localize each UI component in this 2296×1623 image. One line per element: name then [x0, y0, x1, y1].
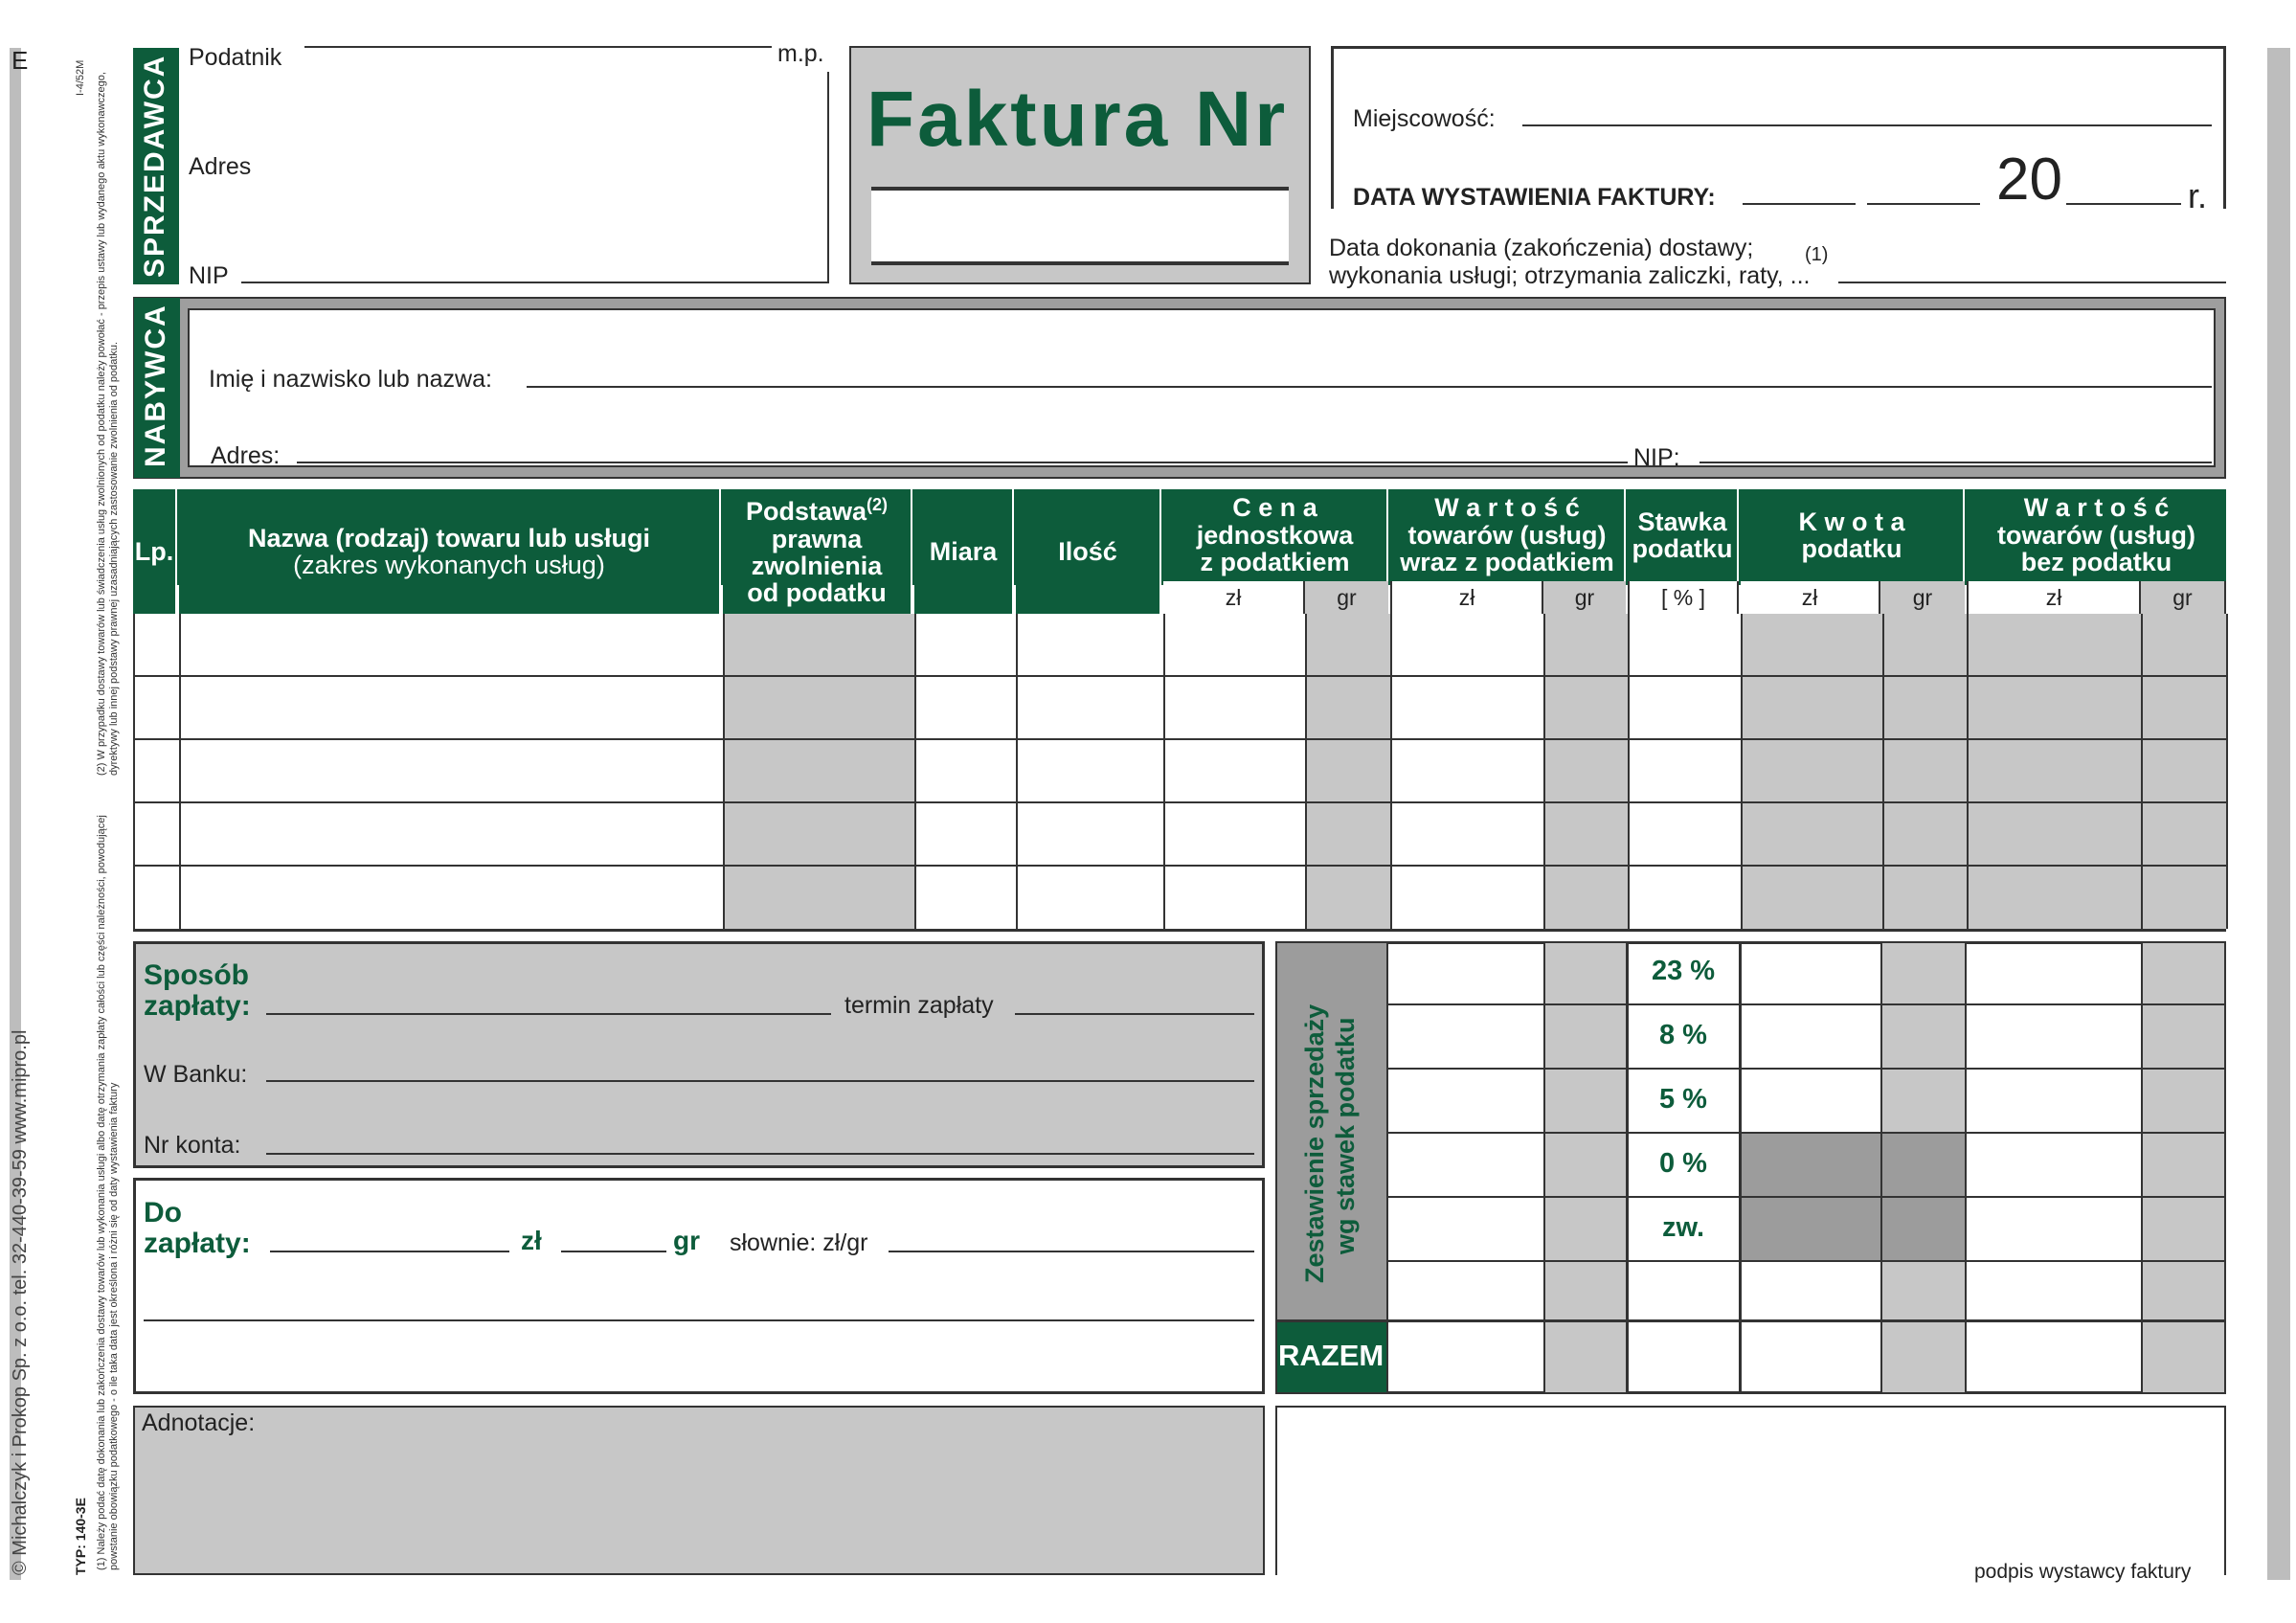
payment-method-label-2: zapłaty:	[144, 990, 251, 1022]
vline-11	[1882, 614, 1884, 929]
item-row-1[interactable]	[135, 675, 2228, 677]
vline-5	[1163, 614, 1165, 929]
header-rate-line1: Stawka	[1637, 507, 1727, 536]
summary-rate-0: 0 %	[1659, 1148, 1707, 1179]
vline-8	[1543, 614, 1545, 929]
seller-address-label: Adres	[189, 153, 252, 180]
header-basis-line4: od podatku	[747, 578, 887, 608]
header-lp: Lp.	[133, 489, 177, 614]
topay-gr-line[interactable]	[561, 1251, 666, 1252]
topay-zl-label: zł	[521, 1226, 542, 1255]
summary-rate-8: 8 %	[1659, 1020, 1707, 1050]
payment-box	[133, 941, 1265, 1168]
topay-words-line-2[interactable]	[144, 1319, 1254, 1321]
account-label: Nr konta:	[144, 1132, 241, 1159]
sum-row-line-5	[1386, 1260, 2224, 1262]
vline-14	[2226, 614, 2228, 929]
tax-column-fill	[1741, 614, 1967, 929]
vline-6	[1305, 614, 1307, 929]
header-rate-line2: podatku	[1632, 534, 1733, 563]
summary-net-gr-column	[2141, 943, 2224, 1392]
header-qty: Ilość	[1016, 489, 1161, 614]
subheader-net-zl: zł	[1967, 581, 2141, 614]
summary-vertical-1: Zestawienie sprzedaży	[1300, 1003, 1329, 1283]
topay-box	[133, 1178, 1265, 1394]
item-row-2[interactable]	[135, 738, 2228, 740]
summary-rate-exempt: zw.	[1661, 1212, 1705, 1243]
seller-section-label: SPRZEDAWCA	[139, 54, 170, 278]
vline-1	[179, 614, 181, 929]
topay-zl-line[interactable]	[270, 1251, 509, 1252]
summary-rate-23: 23 %	[1651, 956, 1716, 986]
subheader-gross-gr: gr	[1543, 581, 1626, 614]
invoice-title: Faktura Nr	[867, 76, 1289, 163]
issue-year-suffix: r.	[2188, 176, 2208, 215]
header-price-line1: C e n a	[1232, 493, 1317, 523]
header-net-line2: towarów (usług)	[1997, 520, 2195, 550]
notes-box[interactable]	[133, 1406, 1265, 1575]
sum-row-line-3	[1386, 1132, 2224, 1134]
header-net	[1967, 489, 2226, 581]
signature-label: podpis wystawcy faktury	[1970, 1561, 2195, 1584]
issue-year-line[interactable]	[2066, 203, 2181, 205]
summary-gross-gr-column	[1543, 943, 1626, 1392]
place-line[interactable]	[1522, 124, 2212, 126]
seller-stamp-label: m.p.	[777, 40, 824, 67]
net-column-fill	[1967, 614, 2228, 929]
seller-nip-line[interactable]	[241, 282, 829, 283]
header-price-line3: z podatkiem	[1200, 548, 1350, 577]
sum-row-line-1	[1386, 1003, 2224, 1005]
subheader-price-gr: gr	[1305, 581, 1388, 614]
summary-vertical-2: wg stawek podatku	[1331, 1017, 1360, 1254]
vline-7	[1390, 614, 1392, 929]
issue-year-prefix: 20	[1996, 147, 2062, 213]
bank-line[interactable]	[266, 1080, 1254, 1082]
sum-vline-2	[1543, 943, 1545, 1392]
issue-month-line[interactable]	[1867, 203, 1980, 205]
header-gross-line1: W a r t o ś ć	[1434, 493, 1580, 523]
buyer-nip-label: NIP:	[1633, 444, 1680, 471]
header-price	[1163, 489, 1388, 581]
seller-taxpayer-line[interactable]	[304, 46, 772, 48]
footnote-2: (2) W przypadku dostawy towarów lub świadczenia usług zwolnionych od podatku należy powołać - przepis ustawy lub wydanego aktu wykonawczego, dyrektywy lub innej podstawy prawnej uzasadniających zastosowanie zwolnienia od podatku.	[96, 72, 120, 776]
header-tax-line2: podatku	[1801, 534, 1902, 563]
header-name-line1: Nazwa (rodzaj) towaru lub usługi	[247, 523, 651, 552]
topay-words-line[interactable]	[889, 1251, 1254, 1252]
sum-vline-5	[1880, 943, 1882, 1392]
notes-label: Adnotacje:	[142, 1409, 256, 1436]
delivery-date-label-2: wykonania usługi; otrzymania zaliczki, raty, ...	[1329, 262, 1811, 289]
seller-nip-label: NIP	[189, 262, 229, 289]
buyer-section-label: NABYWCA	[140, 304, 171, 467]
sum-vline-4	[1739, 943, 1742, 1392]
buyer-address-label: Adres:	[211, 442, 281, 469]
delivery-date-line[interactable]	[1838, 282, 2226, 283]
gross-gr-column-fill	[1543, 614, 1628, 929]
issue-day-line[interactable]	[1743, 203, 1856, 205]
invoice-number-field[interactable]	[871, 187, 1289, 265]
subheader-net-gr: gr	[2141, 581, 2226, 614]
right-gray-strip	[2267, 48, 2290, 1580]
vline-3	[914, 614, 916, 929]
payment-term-label: termin zapłaty	[844, 992, 994, 1019]
header-price-line2: jednostkowa	[1196, 520, 1354, 550]
vline-13	[2141, 614, 2143, 929]
buyer-nip-line[interactable]	[1699, 462, 2212, 463]
sum-vline-7	[2141, 943, 2143, 1392]
header-net-line1: W a r t o ś ć	[2023, 493, 2170, 523]
summary-total-label: RAZEM	[1278, 1339, 1384, 1372]
vline-10	[1741, 614, 1743, 929]
place-label: Miejscowość:	[1353, 105, 1496, 132]
header-name-line2: (zakres wykonanych usług)	[293, 551, 605, 579]
header-tax	[1741, 489, 1965, 581]
header-basis-line2: prawna	[771, 524, 863, 553]
buyer-name-line[interactable]	[527, 386, 2212, 388]
footnote-1: (1) Należy podać datę dokonania lub zakończenia dostawy towarów lub wykonania usługi albo datę otrzymania zapłaty całości lub części należności, powodującej powstanie obowiązku podatkowego - o ile taka data jest określona i różni się od daty wystawienia faktury	[96, 815, 120, 1570]
subheader-gross-zl: zł	[1390, 581, 1543, 614]
sum-row-line-2	[1386, 1068, 2224, 1070]
subheader-price-zl: zł	[1163, 581, 1305, 614]
header-basis-line3: zwolnienia	[751, 552, 883, 580]
bank-label: W Banku:	[144, 1061, 248, 1088]
topay-gr-label: gr	[673, 1226, 700, 1255]
header-gross	[1390, 489, 1626, 581]
header-gross-line2: towarów (usług)	[1407, 520, 1607, 550]
topay-words-label: słownie: zł/gr	[730, 1229, 868, 1256]
header-rate	[1628, 489, 1739, 581]
vline-9	[1628, 614, 1630, 929]
sum-vline-1	[1386, 943, 1388, 1392]
delivery-footnote-mark: (1)	[1805, 244, 1829, 265]
signature-box[interactable]	[1275, 1406, 2226, 1575]
publisher-text: © Michalczyk i Prokop Sp. z o.o. tel. 32-440-39-59 www.mipro.pl	[10, 1029, 31, 1575]
header-basis-line1: Podstawa	[745, 497, 867, 527]
basis-column-fill	[723, 614, 914, 929]
item-row-4[interactable]	[135, 865, 2228, 867]
payment-method-line[interactable]	[266, 1013, 831, 1015]
price-gr-column-fill	[1305, 614, 1390, 929]
vline-12	[1967, 614, 1969, 929]
subheader-rate-percent: [ % ]	[1628, 581, 1739, 614]
summary-rate-5: 5 %	[1659, 1084, 1707, 1115]
item-row-3[interactable]	[135, 801, 2228, 803]
form-code: I-4/52M	[75, 59, 86, 96]
payment-term-line[interactable]	[1015, 1013, 1254, 1015]
sum-row-line-4	[1386, 1196, 2224, 1198]
buyer-address-line[interactable]	[297, 462, 1628, 463]
sum-vline-6	[1965, 943, 1967, 1392]
header-basis-footnote: (2)	[867, 495, 889, 515]
vline-4	[1016, 614, 1018, 929]
margin-letter: E	[11, 46, 29, 75]
subheader-tax-gr: gr	[1880, 581, 1965, 614]
header-unit: Miara	[914, 489, 1014, 614]
sum-total-line	[1277, 1319, 2224, 1322]
type-code: TYP: 140-3E	[73, 1498, 88, 1575]
issue-date-label: DATA WYSTAWIENIA FAKTURY:	[1353, 184, 1716, 211]
vline-2	[723, 614, 725, 929]
header-tax-line1: K w o t a	[1798, 507, 1905, 536]
delivery-date-label-1: Data dokonania (zakończenia) dostawy;	[1329, 235, 1754, 261]
topay-label-2: zapłaty:	[144, 1228, 251, 1259]
header-gross-line3: wraz z podatkiem	[1400, 548, 1614, 577]
subheader-tax-zl: zł	[1741, 581, 1880, 614]
seller-right-border	[827, 72, 829, 282]
account-line[interactable]	[266, 1153, 1254, 1155]
header-basis	[723, 489, 912, 614]
header-name	[179, 489, 721, 614]
buyer-name-label: Imię i nazwisko lub nazwa:	[209, 366, 492, 393]
topay-label-1: Do	[144, 1197, 182, 1229]
payment-method-label-1: Sposób	[144, 959, 249, 991]
header-net-line3: bez podatku	[2020, 548, 2172, 577]
items-body	[133, 614, 2226, 932]
seller-taxpayer-label: Podatnik	[189, 44, 282, 71]
